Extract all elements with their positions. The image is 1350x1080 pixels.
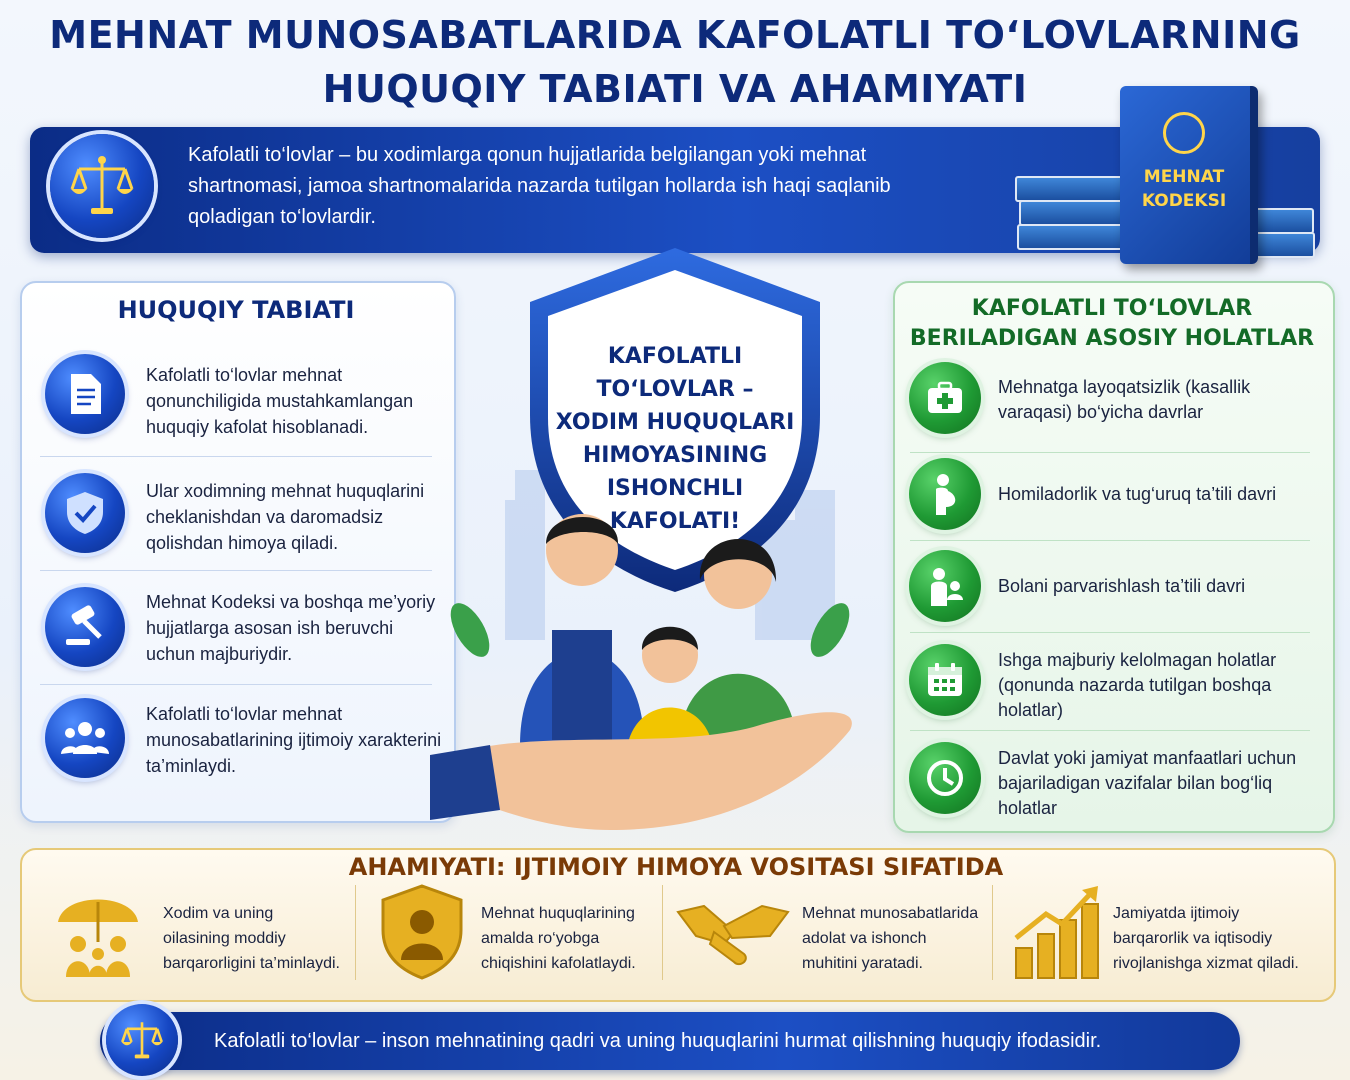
page-title-line2: HUQUQIY TABIATI VA AHAMIYATI [322,67,1028,111]
importance-title: AHAMIYATI: IJTIMOIY HIMOYA VOSITASI SIFATIDA [348,853,1004,881]
calendar-icon [909,644,981,716]
divider [40,456,432,457]
clock-icon [909,742,981,814]
scales-icon [106,1004,178,1076]
importance-item-1: Xodim va uning oilasining moddiy barqarorligini ta’minlaydi. [163,905,340,972]
shield-text: KAFOLATLI TO‘LOVLAR – XODIM HUQUQLARI HIMOYASINING ISHONCHLI KAFOLATI! [555,344,795,534]
umbrella-family-icon [48,882,148,982]
definition-text: Kafolatli to‘lovlar – bu xodimlarga qonun hujjatlarida belgilangan yoki mehnat shartnomasi, jamoa shartnomalarida nazarda tutilgan hollarda ish haqi saqlanib qoladigan to‘lovlardir. [188,144,891,228]
medical-kit-icon [909,362,981,434]
people-icon [45,698,125,778]
divider [910,730,1310,731]
separator [992,885,993,980]
family-illustration [430,500,870,850]
legal-item-2: Ular xodimning mehnat huquqlarini cheklanishdan va daromadsiz qolishdan himoya qiladi. [146,481,425,553]
separator [662,885,663,980]
case-item-3: Bolani parvarishlash ta’tili davri [998,576,1246,596]
importance-item-3: Mehnat munosabatlarida adolat va ishonch muhitini yaratadi. [802,905,979,972]
document-icon [45,354,125,434]
gavel-icon [45,587,125,667]
book-title-line1: MEHNAT [1143,167,1225,187]
shield-person-icon [377,882,467,982]
pregnancy-icon [909,458,981,530]
divider [910,632,1310,633]
legal-item-1: Kafolatli to‘lovlar mehnat qonunchiligida mustahkamlangan huquqiy kafolat hisoblanadi. [146,365,414,437]
legal-nature-title: HUQUQIY TABIATI [117,296,355,324]
shield-check-icon [45,473,125,553]
child-care-icon [909,550,981,622]
case-item-4: Ishga majburiy kelolmagan holatlar (qonunda nazarda tutilgan boshqa holatlar) [998,650,1277,720]
legal-item-3: Mehnat Kodeksi va boshqa me’yoriy hujjatlarga asosan ish beruvchi uchun majburiydir. [146,592,436,664]
importance-item-4: Jamiyatda ijtimoiy barqarorlik va iqtisodiy rivojlanishga xizmat qiladi. [1113,905,1299,972]
separator [355,885,356,980]
divider [40,570,432,571]
divider [910,452,1310,453]
growth-chart-icon [1010,882,1104,982]
cases-title: KAFOLATLI TO‘LOVLAR BERILADIGAN ASOSIY HOLATLAR [909,296,1315,351]
scales-icon [50,134,154,238]
divider [910,540,1310,541]
case-item-5: Davlat yoki jamiyat manfaatlari uchun bajariladigan vazifalar bilan bog‘liq holatlar [998,748,1297,818]
footer-text: Kafolatli to‘lovlar – inson mehnatining qadri va uning huquqlarini hurmat qilishning huquqiy ifodasidir. [214,1030,1102,1052]
book-title [1124,165,1244,213]
importance-item-2: Mehnat huquqlarining amalda ro‘yobga chiqishini kafolatlaydi. [481,905,636,972]
emblem-icon [1163,112,1205,154]
page-title-line1: MEHNAT MUNOSABATLARIDA KAFOLATLI TO‘LOVLARNING [49,13,1301,57]
case-item-1: Mehnatga layoqatsizlik (kasallik varaqasi) bo‘yicha davrlar [998,377,1251,422]
divider [40,684,432,685]
handshake-icon [674,892,792,978]
book-title-line2: KODEKSI [1141,191,1227,211]
case-item-2: Homiladorlik va tug‘uruq ta’tili davri [998,484,1277,504]
legal-item-4: Kafolatli to‘lovlar mehnat munosabatlarining ijtimoiy xarakterini ta’minlaydi. [146,704,442,776]
